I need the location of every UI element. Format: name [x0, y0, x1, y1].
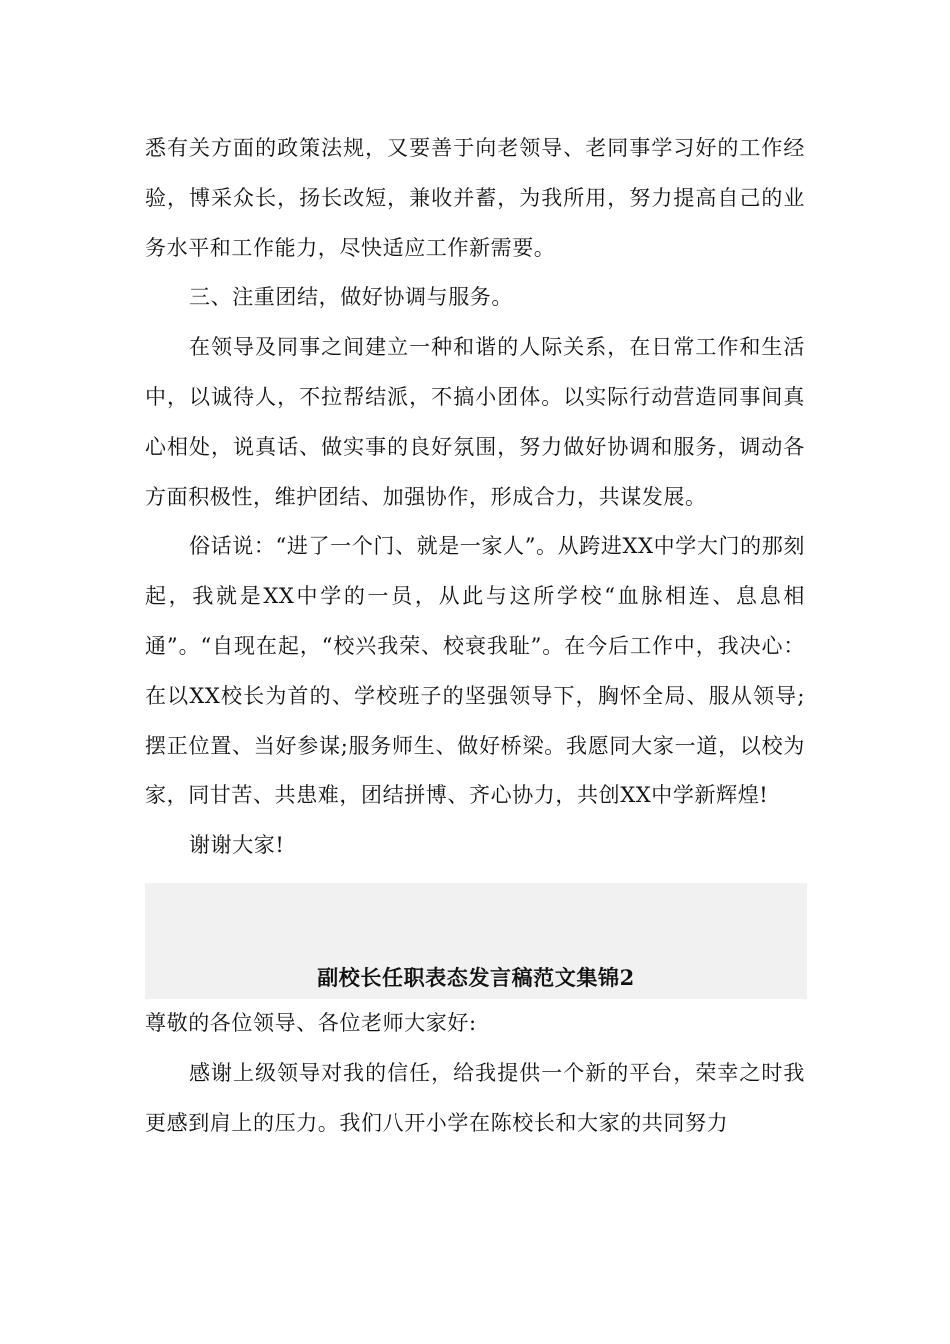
paragraph: 在领导及同事之间建立一种和谐的人际关系，在日常工作和生活中，以诚待人，不拉帮结派，不搞小团体。以实际行动营造同事间真心相处，说真话、做实事的良好氛围，努力做好协调和服务，调动各方面积极性，维护团结、加强协作，形成合力，共谋发展。	[145, 335, 805, 509]
paragraph: 悉有关方面的政策法规，又要善于向老领导、老同事学习好的工作经验，博采众长，扬长改短，兼收并蓄，为我所用，努力提高自己的业务水平和工作能力，尽快适应工作新需要。	[145, 136, 805, 260]
document-body	[145, 124, 805, 1148]
paragraph: 俗话说：“进了一个门、就是一家人”。从跨进XX中学大门的那刻起，我就是XX中学的一员，从此与这所学校“血脉相连、息息相通”。“自现在起，“校兴我荣、校衰我耻”。在今后工作中，我决心：在以XX校长为首的、学校班子的坚强领导下，胸怀全局、服从领导;摆正位置、当好参谋;服务师生、做好桥梁。我愿同大家一道，以校为家，同甘苦、共患难，团结拼博、齐心协力，共创XX中学新辉煌!	[145, 534, 805, 808]
salutation: 尊敬的各位领导、各位老师大家好:	[145, 1010, 477, 1035]
closing-thanks: 谢谢大家!	[189, 833, 285, 858]
paragraph: 感谢上级领导对我的信任，给我提供一个新的平台，荣幸之时我更感到肩上的压力。我们八开小学在陈校长和大家的共同努力	[145, 1060, 805, 1135]
section-subheading: 三、注重团结，做好协调与服务。	[189, 285, 513, 310]
article-title: 副校长任职表态发言稿范文集锦2	[317, 964, 635, 990]
article-heading-band	[145, 883, 807, 999]
